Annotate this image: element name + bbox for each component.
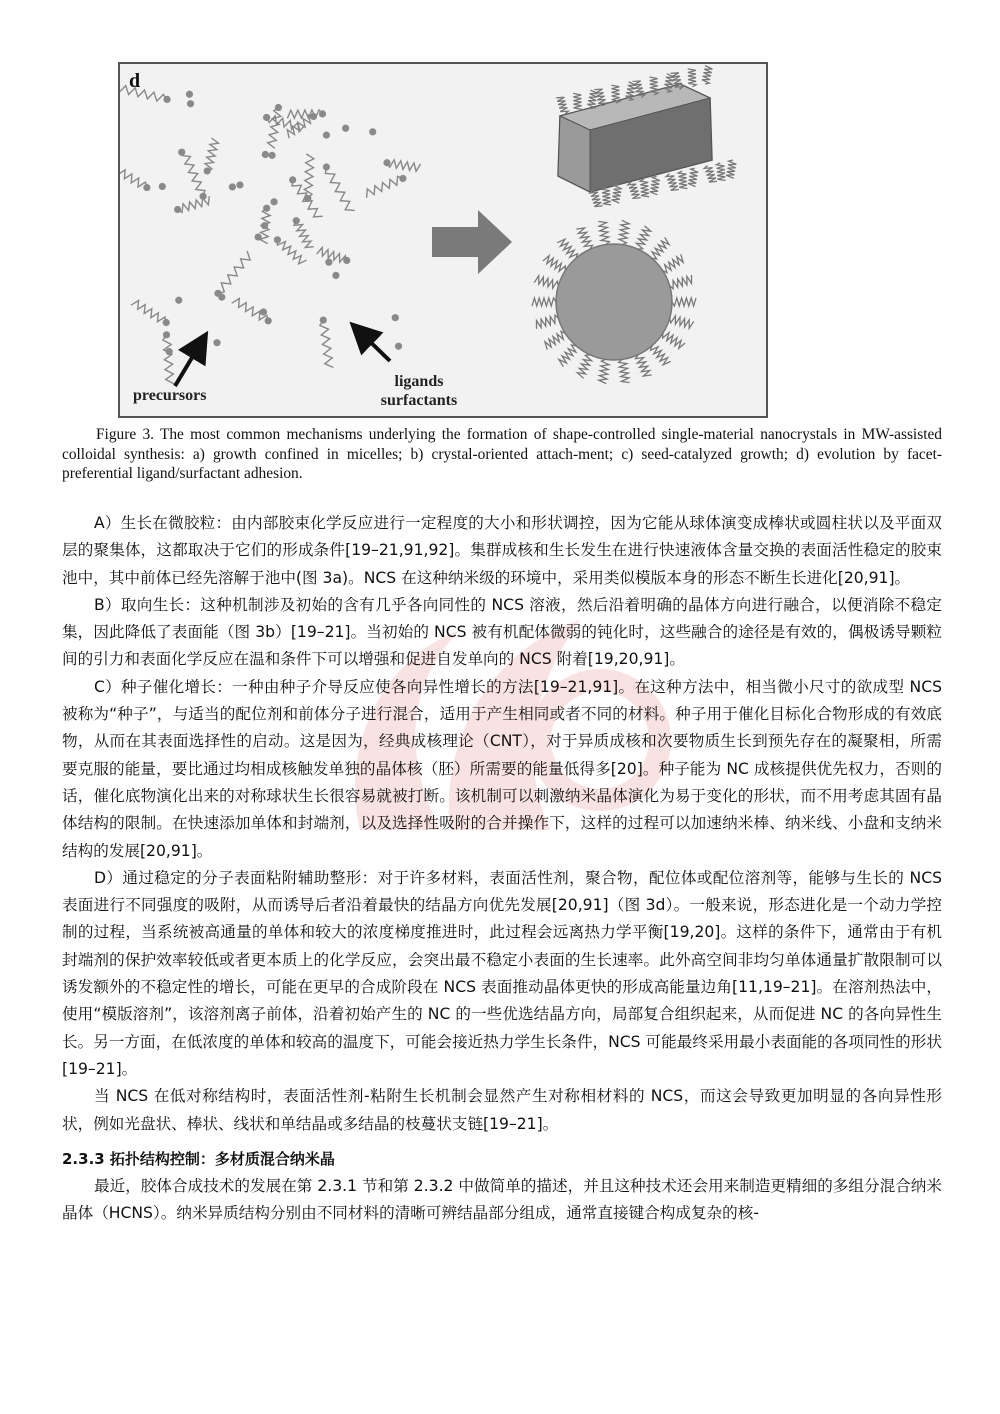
precursor-and-ligand-field (120, 86, 421, 384)
rod-ligand-chain (650, 77, 658, 95)
sphere-ligand-chain (577, 355, 591, 379)
ligand-chain (131, 301, 166, 323)
sphere-ligand-chain (663, 333, 686, 349)
rod-ligand-chain (688, 168, 698, 186)
sphere-ligand-chain (559, 345, 576, 367)
paragraph-d: D）通过稳定的分子表面粘附辅助整形：对于许多材料，表面活性剂，聚合物，配位体或配位溶剂等，能够与生长的 NCS 表面进行不同强度的吸附，从而诱导后者沿着最快的结晶方向优先发展[20,91]（图 3d）。一般来说，形态进化是一个动力学控制的过程，当系统被高通量的单体和较大的浓度梯度推进时，此过程会远离热力学平衡[19,20]。这样的条件下，通常由于有机封端剂的保护效率较低或者更本质上的化学反应，会突出最不稳定小表面的生长速率。此外高空间非均匀单体通量扩散限制可以诱发额外的不稳定性的增长，可能在更早的合成阶段在 NCS 表面推动晶体更快的形成高能量边角[11,19–21]。在溶剂热法中，使用“模版溶剂”，该溶剂离子前体，沿着初始产生的 NC 的一些优选结晶方向，局部复合组织起来，从而促进 NC 的各向异性生长。另一方面，在低浓度的单体和较高的温度下，可能会接近热力学生长条件，NCS 可能最终采用最小表面能的各项同性的形状[19–21]。 (62, 868, 942, 1078)
sphere-ligand-chain (636, 226, 650, 250)
ligand-chain (320, 320, 334, 367)
precursor-dot (332, 272, 339, 279)
precursor-dot (325, 259, 332, 266)
sphere-ligand-chain (532, 298, 556, 306)
ligand-chain (181, 155, 205, 196)
sphere-ligand-chain (599, 359, 609, 383)
sphere-ligand-chain (543, 256, 565, 272)
ligands-label-line2: surfactants (380, 392, 458, 409)
precursor-dot (369, 128, 376, 135)
precursors-label: precursors (133, 387, 207, 404)
nanosphere-illustration (556, 244, 672, 360)
sphere-ligand-chain (557, 239, 577, 258)
precursor-dot (293, 217, 300, 224)
sphere-ligand-chain (619, 220, 629, 244)
rod-ligand-chain (704, 166, 717, 183)
sphere-ligand-chain (651, 346, 671, 365)
figure-illustration (120, 64, 766, 416)
ligand-chain (325, 167, 354, 210)
ligand-chain (367, 176, 403, 197)
precursor-dot (342, 125, 349, 132)
ligand-chain (268, 108, 281, 149)
sphere-ligand-chain (537, 315, 559, 329)
precursor-dot (199, 193, 206, 200)
body-text (62, 510, 942, 1228)
transition-arrow-icon (432, 210, 512, 274)
rod-ligand-chain (612, 185, 622, 204)
sphere-ligand-chain (576, 228, 592, 249)
sphere-ligand-chain (598, 221, 609, 244)
precursor-dot (186, 91, 193, 98)
sphere-ligand-chain (652, 237, 669, 259)
figure-caption: Figure 3. The most common mechanisms underlying the formation of shape-controlled single-material nanocrystals in MW-assisted colloidal synthesis: a) growth confined in micelles; b) crystal-oriented attach-ment; c) seed-catalyzed growth; d) evolution by facet-preferential ligand/surfactant adhesion. (62, 426, 942, 482)
ligands-label (376, 372, 462, 410)
sphere-ligand-chain (534, 276, 558, 289)
ligand-chain (120, 166, 147, 188)
precursor-dot (395, 343, 402, 350)
paragraph-c: C）种子催化增长：一种由种子介导反应使各向异性增长的方法[19–21,91]。在这种方法中，相当微小尺寸的欲成型 NCS 被称为“种子”，与适当的配位剂和前体分子进行混合，适用于产生相同或者不同的材料。种子用于催化目标化合物形成的有效底物，从而在其表面选择性的启动。这是因为，经典成核理论（CNT），对于异质成核和次要物质生长到预先存在的凝聚相，所需要克服的能量，要比通过均相成核触发单独的晶体核（胚）所需要的能量低得多[20]。种子能为 NC 成核提供优先权力，否则的话，催化底物演化出来的对称球状生长很容易就被打断。该机制可以刺激纳米晶体演化为易于变化的形状，而不用考虑其固有晶体结构的限制。在快速添加单体和封端剂，以及选择性吸附的合并操作下，这样的过程可以加速纳米棒、纳米线、小盘和支纳米结构的发展[20,91]。 (62, 677, 942, 860)
rod-ligand-chain (640, 179, 649, 197)
precursor-dot (213, 339, 220, 346)
rod-ligand-chain (688, 69, 697, 87)
ligand-chain (120, 86, 167, 102)
ligand-pointer-arrow-icon (358, 330, 390, 361)
rod-ligand-chain (590, 190, 603, 207)
ligand-chain (287, 110, 322, 118)
ligand-chain (277, 240, 306, 264)
rod-ligand-chain (650, 176, 660, 194)
ligand-chain (163, 335, 174, 384)
precursor-dot (166, 348, 173, 355)
ligand-chain (304, 154, 314, 199)
sphere-ligand-chain (545, 331, 565, 349)
precursor-dot (262, 151, 269, 158)
sphere-ligand-chain (670, 275, 692, 289)
paragraph-intro-hcns: 最近，胶体合成技术的发展在第 2.3.1 节和第 2.3.2 中做简单的描述，并且这种技术还会用来制造更精细的多组分混合纳米晶体（HCNS）。纳米异质结构分别由不同材料的清晰可辨结晶部分组成，通常直接键合构成复杂的核- (62, 1177, 942, 1223)
precursor-dot (383, 159, 390, 166)
precursor-dot (204, 167, 211, 174)
rod-ligand-chain (666, 174, 679, 191)
rod-ligand-chain (602, 187, 611, 205)
precursor-dot (268, 152, 275, 159)
rod-ligand-chain (716, 163, 725, 181)
sphere-ligand-chain (672, 298, 696, 306)
precursor-dot (175, 297, 182, 304)
section-heading: 2.3.3 拓扑结构控制：多材质混合纳米晶 (62, 1149, 335, 1168)
precursor-dot (270, 198, 277, 205)
rod-ligand-chain (556, 97, 568, 114)
precursor-dot (260, 308, 267, 315)
precursor-dot (392, 314, 399, 321)
sphere-ligand-chain (663, 254, 683, 272)
panel-letter: d (129, 70, 141, 92)
ligand-chain (205, 138, 219, 171)
sphere-ligand-chain (619, 359, 630, 382)
paragraph-summary: 当 NCS 在低对称结构时，表面活性剂-粘附生长机制会显然产生对称相材料的 NCS，而这会导致更加明显的各向异性形状，例如光盘状、棒状、线状和单结晶或多结晶的枝蔓状支链[19–21]。 (62, 1087, 942, 1133)
nanorod-illustration (558, 84, 712, 192)
paragraph-b: B）取向生长：这种机制涉及初始的含有几乎各向同性的 NCS 溶液，然后沿着明确的晶体方向进行融合，以便消除不稳定集，因此降低了表面能（图 3b）[19–21]。当初始的 NCS 被有机配体微弱的钝化时，这些融合的途径是有效的，偶极诱导颗粒间的引力和表面化学反应在温和条件下可以增强和促进自发单向的 NCS 附着[19,20,91]。 (62, 595, 942, 669)
rod-ligand-chain (678, 171, 687, 189)
ligands-label-line1: ligands (394, 373, 444, 390)
figure-panel-d (118, 62, 768, 418)
rod-ligand-chain (726, 160, 736, 178)
rod-ligand-chain (611, 85, 620, 103)
precursor-dot (178, 149, 185, 156)
rod-ligand-chain (628, 182, 641, 199)
ligand-chain (387, 160, 421, 172)
precursor-dot (187, 100, 194, 107)
precursor-dot (159, 183, 166, 190)
sphere-ligand-chain (636, 355, 652, 376)
ligand-chain (218, 251, 250, 293)
precursor-dot (323, 131, 330, 138)
precursor-dot (229, 183, 236, 190)
ligand-chain (294, 221, 314, 248)
precursor-dot (236, 181, 243, 188)
sphere-ligand-chain (670, 316, 694, 328)
rod-ligand-chain (573, 93, 582, 111)
precursor-pointer-arrow-icon (175, 341, 202, 386)
rod-ligand-chain (702, 66, 713, 84)
ligand-chain (317, 248, 347, 263)
paragraph-a: A）生长在微胶粒：由内部胶束化学反应进行一定程度的大小和形状调控，因为它能从球体演变成棒状或圆柱状以及平面双层的聚集体，这都取决于它们的形成条件[19–21,91,92]。集群成核和生长发生在进行快速液体含量交换的表面活性稳定的胶束池中，其中前体已经先溶解于池中(图 3a)。NCS 在这种纳米级的环境中，采用类似模版本身的形态不断生长进化[20,91]。 (62, 514, 942, 587)
